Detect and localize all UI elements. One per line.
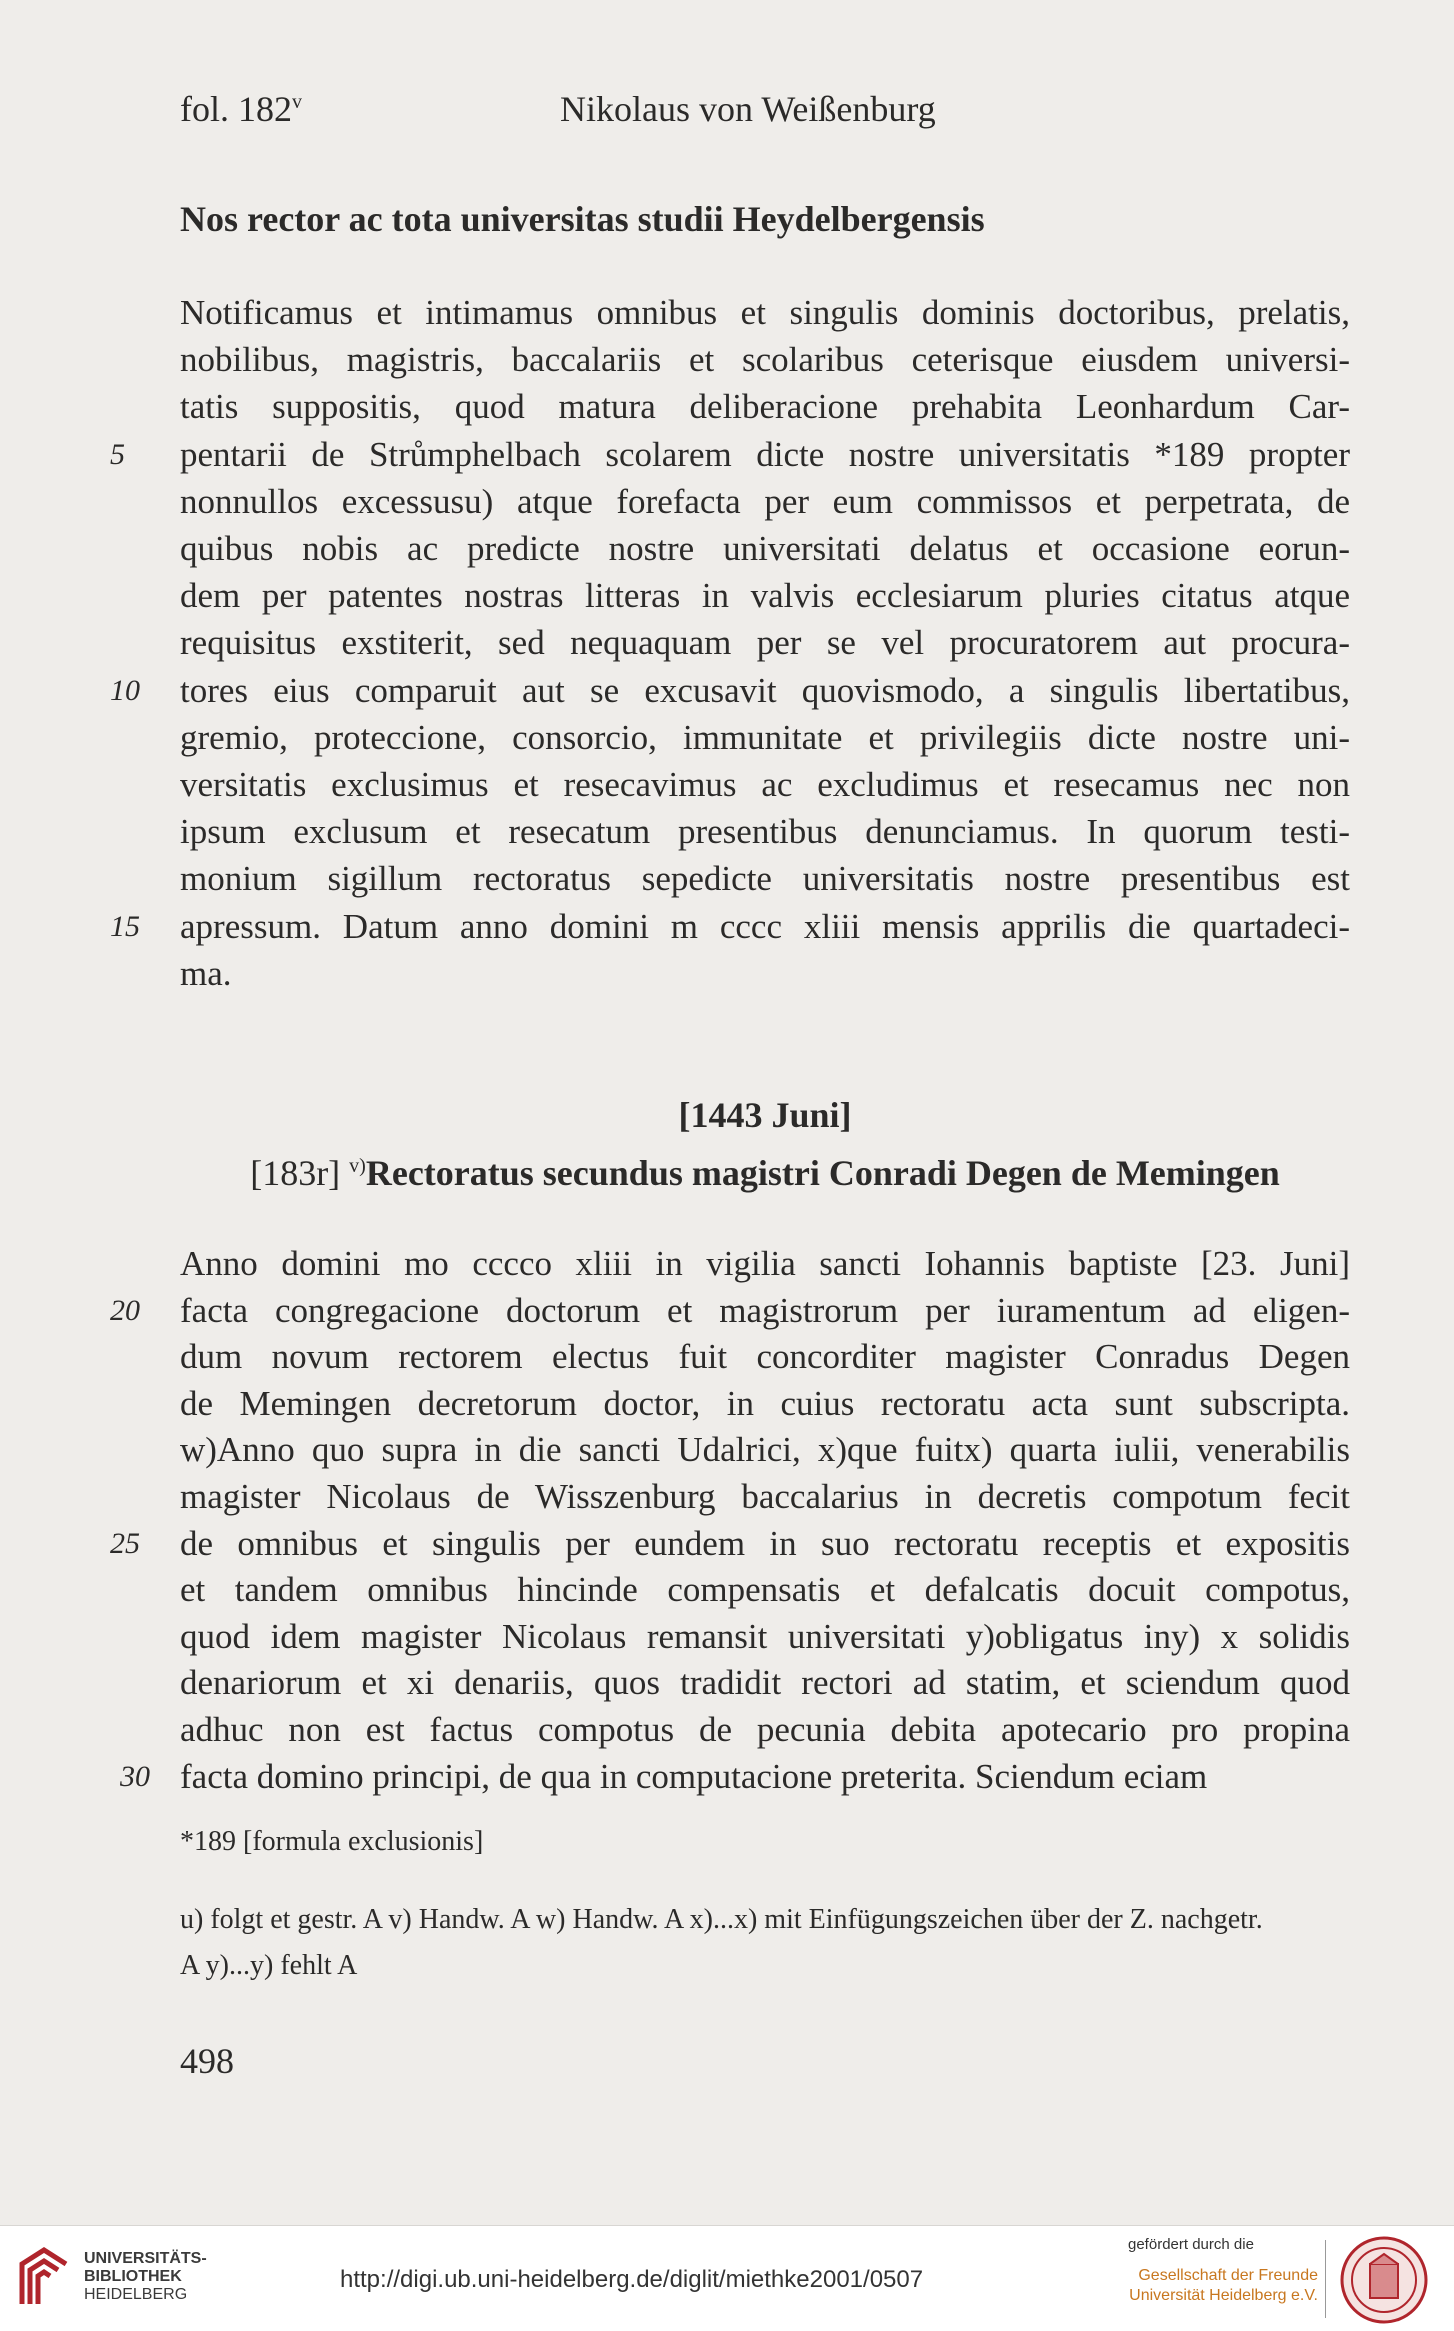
text-line [110,1521,1350,1567]
line-number: 10 [110,673,140,707]
text-line-content: dum novum rectorem electus fuit concorditer magister Conradus Degen [180,1337,1350,1377]
text-line [180,715,1350,761]
text-line-content: Notificamus et intimamus omnibus et singulis dominis doctoribus, prelatis, [180,293,1350,332]
library-logo-icon [14,2244,74,2310]
source-url[interactable]: http://digi.ub.uni-heidelberg.de/diglit/miethke2001/0507 [340,2266,924,2293]
text-line-content: de Memingen decretorum doctor, in cuius rectoratu acta sunt subscripta. [180,1383,1350,1423]
footnote-star: *189 [formula exclusionis] [180,1826,484,1857]
line-number: 20 [110,1293,140,1327]
text-line-content: w)Anno quo supra in die sancti Udalrici, x)que fuitx) quarta iulii, venerabilis [180,1430,1350,1470]
text-line [180,384,1350,430]
line-number: 15 [110,909,140,943]
text-line [180,573,1350,619]
page-number: 498 [180,2041,234,2081]
line-number: 5 [110,437,125,471]
text-line-content: pentarii de Strůmphelbach scolarem dicte nostre universitatis *189 propter [180,434,1350,474]
text-line [180,1707,1350,1753]
text-line-content: denariorum et xi denariis, quos tradidit rectori ad statim, et sciendum quod [180,1663,1350,1703]
text-line-content: gremio, proteccione, consorcio, immunitate et privilegiis dicte nostre uni- [180,717,1350,757]
footnote-apparatus-line1: u) folgt et gestr. A v) Handw. A w) Handw. A x)...x) mit Einfügungszeichen über der Z. nachgetr. [180,1904,1263,1935]
text-line [180,1241,1350,1287]
text-line-content: tatis suppositis, quod matura deliberacione prehabita Leonhardum Car- [180,387,1350,427]
text-line-content: quod idem magister Nicolaus remansit universitati y)obligatus iny) x solidis [180,1616,1350,1656]
sponsor-label: gefördert durch die [1128,2236,1254,2253]
text-line [180,1381,1350,1427]
text-line [180,1427,1350,1473]
text-line-content: de omnibus et singulis per eundem in suo rectoratu receptis et expositis [180,1523,1350,1563]
text-line-content: dem per patentes nostras litteras in valvis ecclesiarum pluries citatus atque [180,576,1350,616]
text-line [180,479,1350,525]
text-line-content: apressum. Datum anno domini m cccc xliii mensis apprilis die quartadeci- [180,906,1350,946]
footnote-apparatus-line2: A y)...y) fehlt A [180,1950,358,1981]
text-line-content: et tandem omnibus hincinde compensatis et defalcatis docuit compotus, [180,1570,1350,1610]
text-line-content: quibus nobis ac predicte nostre universitati delatus et occasione eorun- [180,529,1350,568]
university-seal-icon [1340,2236,1428,2324]
library-name: UNIVERSITÄTS- BIBLIOTHEK HEIDELBERG [84,2250,207,2303]
date-heading: [1443 Juni] [678,1095,852,1135]
text-line [110,904,1350,950]
text-line [180,951,1350,997]
section1-title: Nos rector ac tota universitas studii Heydelbergensis [180,199,985,239]
text-line [110,1288,1350,1334]
line-number: 25 [110,1526,140,1560]
text-line-content: ipsum exclusum et resecatum presentibus denunciamus. In quorum testi- [180,812,1350,852]
text-line [180,1334,1350,1380]
text-line [180,337,1350,383]
text-line [180,762,1350,808]
text-line [180,1614,1350,1660]
text-line-content: magister Nicolaus de Wisszenburg baccalarius in decretis compotum fecit [180,1477,1350,1516]
text-line-content: Anno domini mo ccccо xliii in vigilia sancti Iohannis baptiste [23. Juni] [180,1244,1350,1283]
text-line [110,432,1350,478]
text-line-content: nonnullos excessusu) atque forefacta per eum commissos et perpetrata, de [180,481,1350,521]
text-line [180,526,1350,572]
text-line-content: ma. [180,953,232,993]
text-line [180,1660,1350,1706]
text-line-content: monium sigillum rectoratus sepedicte universitatis nostre presentibus est [180,859,1350,899]
text-line-content: adhuc non est factus compotus de pecunia debita apotecario pro propina [180,1710,1350,1749]
text-line [180,620,1350,666]
text-line-content: requisitus exstiterit, sed nequaquam per se vel procuratorem aut procura- [180,623,1350,663]
text-line-content: tores eius comparuit aut se excusavit quovismodo, a singulis libertatibus, [180,670,1350,710]
text-line [180,1474,1350,1520]
text-line [120,1754,1350,1800]
text-line-content: facta congregacione doctorum et magistrorum per iuramentum ad eligen- [180,1290,1350,1330]
text-line [180,856,1350,902]
text-line [180,290,1350,336]
folio-label: fol. 182$^v$ [180,89,302,129]
text-line [110,668,1350,714]
text-line [180,809,1350,855]
text-line [180,1567,1350,1613]
text-line-content: facta domino principi, de qua in computacione preterita. Sciendum eciam [180,1756,1208,1796]
footer-bar [0,2225,1454,2331]
text-line-content: nobilibus, magistris, baccalariis et scolaribus ceterisque eiusdem universi- [180,340,1350,380]
society-name: Gesellschaft der Freunde Universität Heidelberg e.V. [1129,2267,1318,2304]
running-title: Nikolaus von Weißenburg [560,89,936,129]
section2-title: [183r] $^{v)}$Rectoratus secundus magistri Conradi Degen de Memingen [250,1153,1280,1193]
footer-divider [1325,2240,1326,2318]
line-number: 30 [120,1759,150,1793]
text-line-content: versitatis exclusimus et resecavimus ac excludimus et resecamus nec non [180,765,1350,804]
